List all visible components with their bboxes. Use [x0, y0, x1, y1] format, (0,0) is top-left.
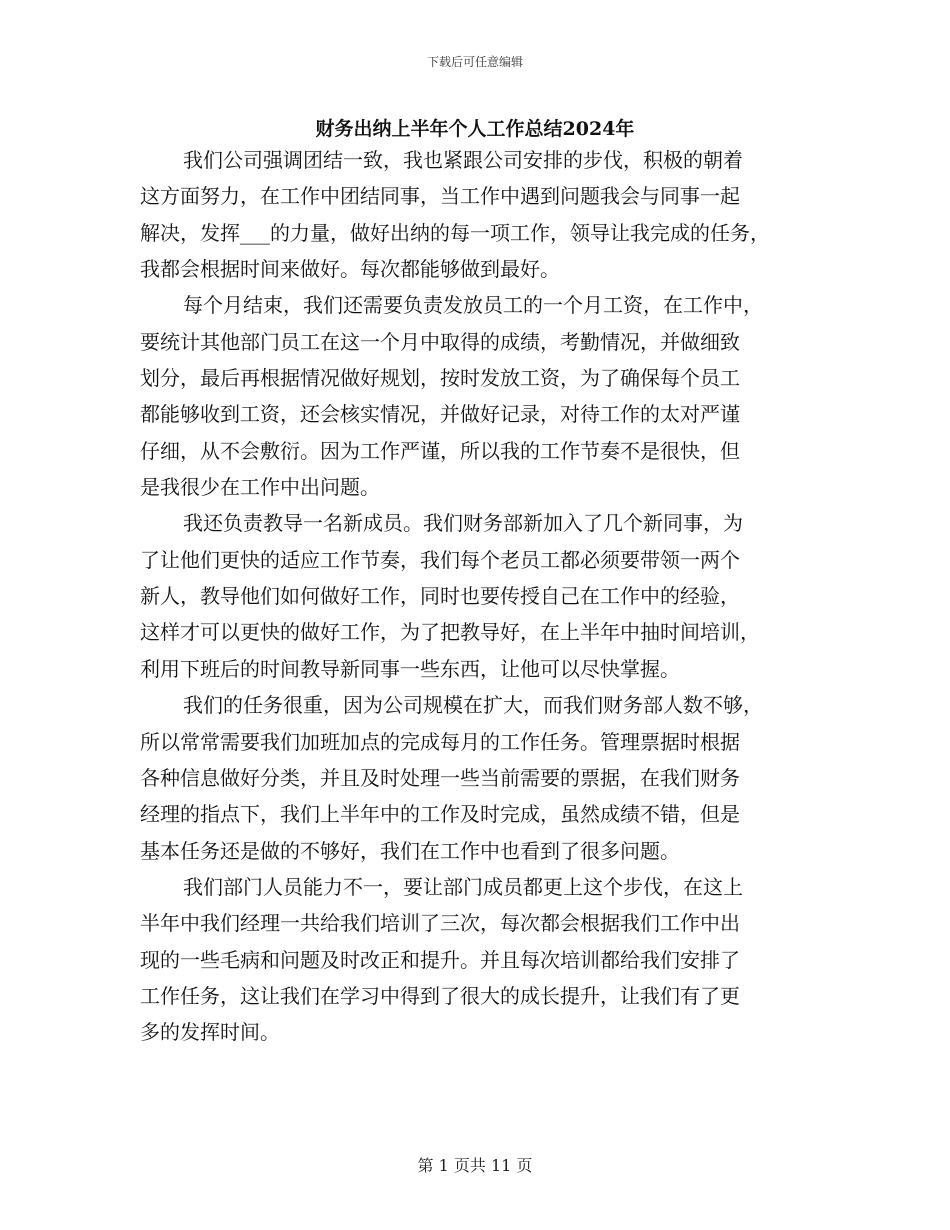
paragraph-1-line-2: 这方面努力，在工作中团结同事，当工作中遇到问题我会与同事一起: [140, 184, 740, 209]
paragraph-3-line-1: 我还负责教导一名新成员。我们财务部新加入了几个新同事，为: [183, 511, 743, 536]
paragraph-4-line-1: 我们的任务很重，因为公司规模在扩大，而我们财务部人数不够，: [183, 693, 763, 718]
paragraph-3-line-2: 了让他们更快的适应工作节奏，我们每个老员工都必须要带领一两个: [140, 547, 740, 572]
paragraph-2-line-5: 仔细，从不会敷衍。因为工作严谨，所以我的工作节奏不是很快，但: [140, 438, 740, 463]
paragraph-1-line-4: 我都会根据时间来做好。每次都能够做到最好。: [140, 257, 560, 282]
paragraph-1-line-1: 我们公司强调团结一致，我也紧跟公司安排的步伐，积极的朝着: [183, 148, 743, 172]
paragraph-4-line-2: 所以常常需要我们加班加点的完成每月的工作任务。管理票据时根据: [140, 729, 740, 754]
paragraph-2-line-2: 要统计其他部门员工在这一个月中取得的成绩，考勤情况，并做细致: [140, 329, 740, 354]
document-title: 财务出纳上半年个人工作总结2024年: [315, 118, 635, 140]
paragraph-5-line-2: 半年中我们经理一共给我们培训了三次，每次都会根据我们工作中出: [140, 911, 740, 936]
paragraph-5-line-1: 我们部门人员能力不一，要让部门成员都更上这个步伐，在这上: [183, 874, 743, 899]
paragraph-3-line-4: 这样才可以更快的做好工作，为了把教导好，在上半年中抽时间培训，: [140, 620, 760, 645]
document-body: [140, 142, 810, 1051]
paragraph-2-line-3: 划分，最后再根据情况做好规划，按时发放工资，为了确保每个员工: [140, 366, 740, 391]
paragraph-2-line-6: 是我很少在工作中出问题。: [140, 475, 380, 500]
page-indicator: 第 1 页共 11 页: [417, 1156, 533, 1175]
paragraph-5-line-5: 多的发挥时间。: [140, 1020, 280, 1045]
paragraph-2-line-4: 都能够收到工资，还会核实情况，并做好记录，对待工作的太对严谨: [140, 402, 740, 427]
paragraph-5-line-3: 现的一些毛病和问题及时改正和提升。并且每次培训都给我们安排了: [140, 947, 740, 972]
paragraph-3-line-3: 新人，教导他们如何做好工作，同时也要传授自己在工作中的经验，: [140, 584, 740, 609]
paragraph-4-line-5: 基本任务还是做的不够好，我们在工作中也看到了很多问题。: [140, 838, 680, 863]
paragraph-1-line-3: 解决，发挥___的力量，做好出纳的每一项工作，领导让我完成的任务，: [140, 220, 770, 245]
paragraph-4-line-4: 经理的指点下，我们上半年中的工作及时完成，虽然成绩不错，但是: [140, 802, 740, 827]
paragraph-5-line-4: 工作任务，这让我们在学习中得到了很大的成长提升，让我们有了更: [140, 983, 740, 1008]
paragraph-2-line-1: 每个月结束，我们还需要负责发放员工的一个月工资，在工作中，: [183, 293, 763, 318]
paragraph-3-line-5: 利用下班后的时间教导新同事一些东西，让他可以尽快掌握。: [140, 656, 680, 681]
header-note: 下载后可任意编辑: [426, 55, 523, 69]
paragraph-4-line-3: 各种信息做好分类，并且及时处理一些当前需要的票据，在我们财务: [140, 765, 740, 790]
